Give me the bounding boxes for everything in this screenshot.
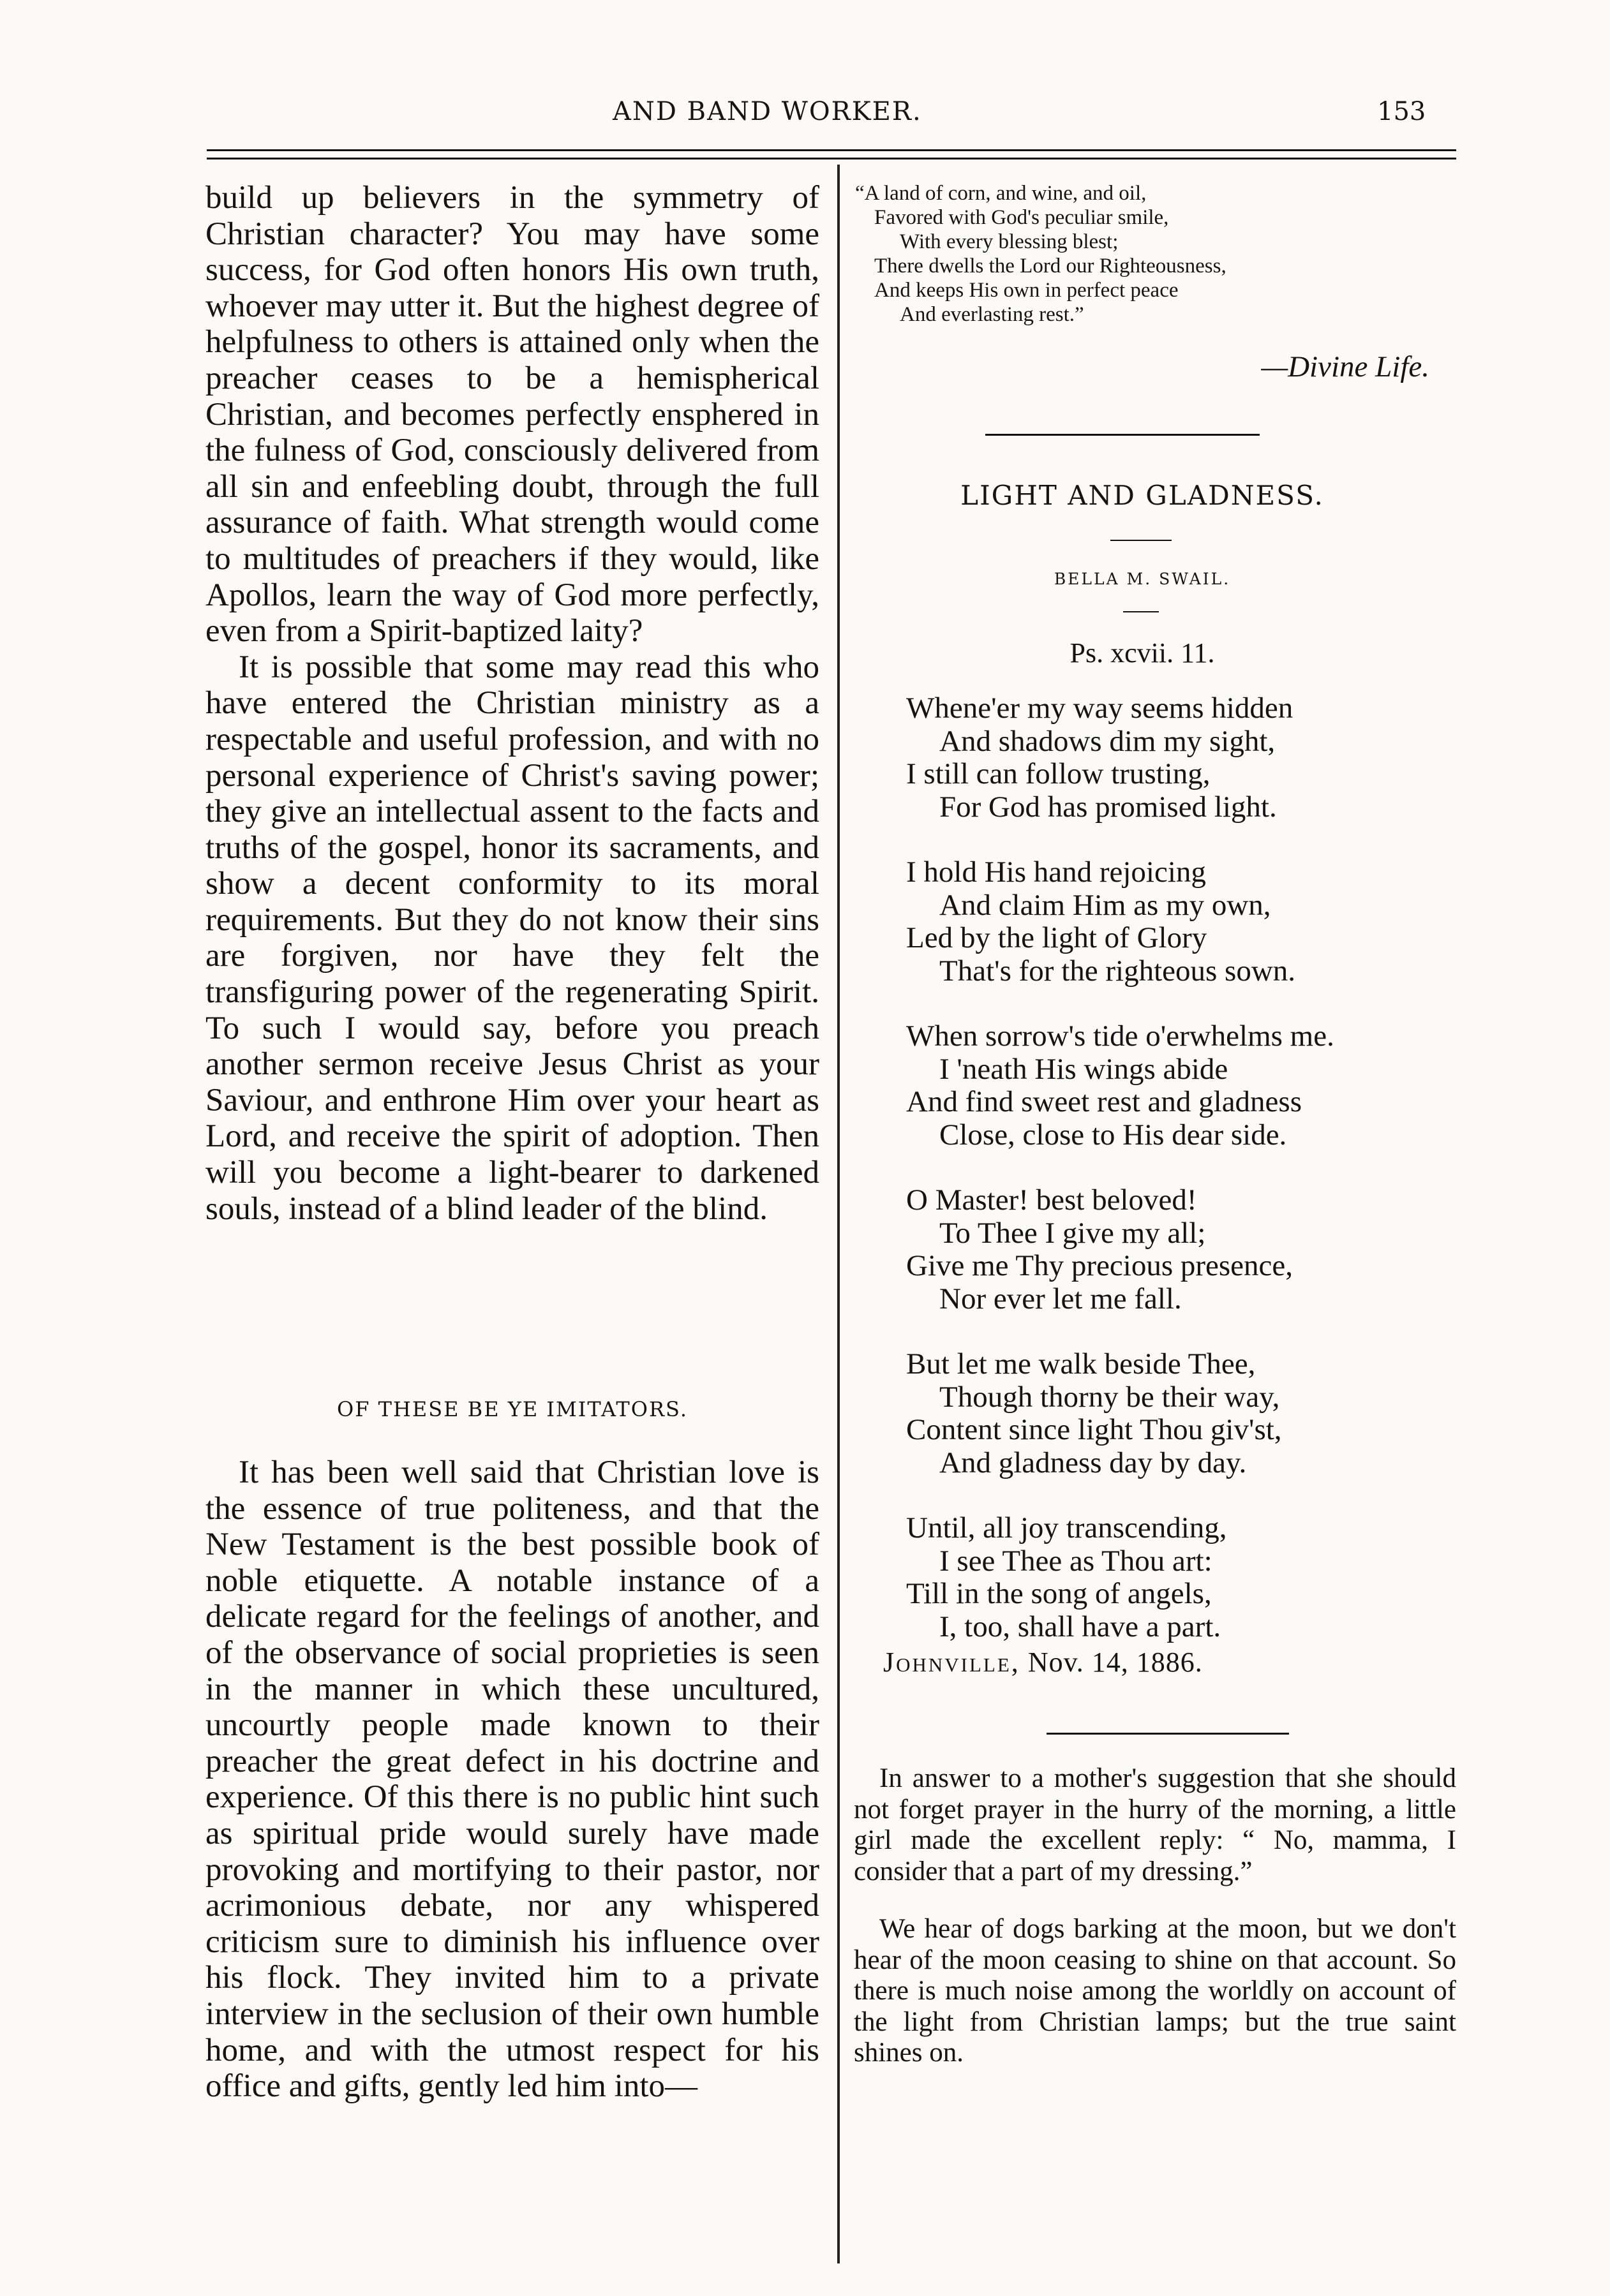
section-rule	[985, 434, 1260, 436]
verse-quote	[855, 181, 1455, 327]
quote-line: “A land of corn, and wine, and oil,	[855, 182, 1147, 205]
poem-line: And shadows dim my sight,	[939, 724, 1276, 758]
column-divider	[837, 165, 840, 2263]
right-column-anecdotes	[854, 1763, 1456, 2096]
poem-line: I 'neath His wings abide	[939, 1052, 1228, 1086]
poem-line: Led by the light of Glory	[906, 921, 1207, 954]
poem-line: Nor ever let me fall.	[939, 1282, 1182, 1315]
poem-author: BELLA M. SWAIL.	[1054, 570, 1231, 588]
quote-attribution: —Divine Life.	[1261, 350, 1429, 383]
poem-stanza	[906, 1348, 1455, 1479]
poem-dateline	[883, 1646, 1483, 1678]
paragraph: It has been well said that Christian love is the essence of true politeness, and that the New Testament is the best possible book of noble etiquette. A notable instance of a delicate regard for the feelings of another, and of the observance of social proprieties is seen in the manner in which these uncultured, uncourtly people made known to their preacher the great defect in his doctrine and experience. Of this there is no public hint such as spiritual pride would surely have made provoking and mortifying to their pastor, nor acrimonious debate, nor any whispered criticism sure to diminish his influence over his flock. They invited him to a private interview in the seclusion of their own humble home, and with the utmost respect for his office and gifts, gently led him into—	[205, 1455, 819, 2105]
quote-line: Favored with God's peculiar smile,	[874, 206, 1169, 229]
poem-line: And gladness day by day.	[939, 1446, 1247, 1479]
poem-line: Until, all joy transcending,	[906, 1511, 1227, 1544]
poem-line: I see Thee as Thou art:	[939, 1544, 1212, 1578]
poem-line: I, too, shall have a part.	[939, 1610, 1221, 1643]
poem-stanza	[906, 856, 1455, 988]
poem-body	[906, 692, 1455, 1676]
poem-line: Whene'er my way seems hidden	[906, 692, 1293, 725]
left-column-section-text	[205, 1455, 819, 2105]
poem-stanza	[906, 1020, 1455, 1152]
section-heading: OF THESE BE YE IMITATORS.	[337, 1397, 688, 1421]
poem-line: Till in the song of angels,	[906, 1577, 1212, 1610]
page-number: 153	[1377, 97, 1426, 126]
poem-stanza	[906, 1184, 1455, 1315]
running-header: AND BAND WORKER.	[613, 97, 922, 126]
poem-line: Close, close to His dear side.	[939, 1118, 1287, 1152]
poem-title: LIGHT AND GLADNESS.	[960, 480, 1324, 511]
title-rule	[1110, 540, 1172, 541]
poem-line: And find sweet rest and gladness	[906, 1085, 1302, 1118]
poem-line: O Master! best beloved!	[906, 1183, 1197, 1217]
poem-line: To Thee I give my all;	[939, 1216, 1206, 1250]
poem-line: And claim Him as my own,	[939, 888, 1271, 922]
poem-line: For God has promised light.	[939, 790, 1277, 824]
poem-scripture-reference: Ps. xcvii. 11.	[1070, 637, 1215, 669]
paragraph: build up believers in the symmetry of Christian character? You may have some success, for God often honors His own truth, whoever may utter it. But the highest degree of helpfulness to others is attained only when the preacher ceases to be a hemispherical Christian, and becomes perfectly ensphered in the fulness of God, consciously delivered from all sin and enfeebling doubt, through the full assurance of faith. What strength would come to multitudes of preachers if they would, like Apollos, learn the way of God more perfectly, even from a Spirit-baptized laity?	[205, 180, 819, 649]
left-column-text	[205, 180, 819, 1227]
poem-line: When sorrow's tide o'erwhelms me.	[906, 1019, 1334, 1053]
poem-line: Give me Thy precious presence,	[906, 1249, 1293, 1282]
author-rule	[1123, 611, 1159, 612]
poem-line: But let me walk beside Thee,	[906, 1347, 1256, 1381]
quote-line: And keeps His own in perfect peace	[874, 279, 1179, 302]
poem-line: Though thorny be their way,	[939, 1380, 1280, 1414]
poem-line: Content since light Thou giv'st,	[906, 1413, 1282, 1446]
quote-line: And everlasting rest.”	[900, 303, 1084, 326]
quote-line: There dwells the Lord our Righteousness,	[874, 255, 1226, 278]
header-rule	[207, 149, 1456, 159]
dateline-place: Johnville,	[883, 1647, 1020, 1678]
dateline-date: Nov. 14, 1886.	[1027, 1647, 1203, 1678]
paragraph: In answer to a mother's suggestion that she should not forget prayer in the hurry of the morning, a little girl made the excellent reply: “ No, mamma, I consider that a part of my dressing.”	[854, 1763, 1456, 1886]
poem-line: I hold His hand rejoicing	[906, 855, 1206, 889]
paragraph: It is possible that some may read this who have entered the Christian ministry as a respectable and useful profession, and with no personal experience of Christ's saving power; they give an intellectual assent to the facts and truths of the gospel, honor its sacraments, and show a decent conformity to its moral requirements. But they do not know their sins are forgiven, nor have they felt the transfiguring power of the regenerating Spirit. To such I would say, before you preach another sermon receive Jesus Christ as your Saviour, and enthrone Him over your heart as Lord, and receive the spirit of adoption. Then will you become a light-bearer to darkened souls, instead of a blind leader of the blind.	[205, 649, 819, 1227]
paragraph: We hear of dogs barking at the moon, but we don't hear of the moon ceasing to shine on that account. So there is much noise among the worldly on account of the light from Christian lamps; but the true saint shines on.	[854, 1914, 1456, 2068]
quote-line: With every blessing blest;	[900, 230, 1119, 253]
poem-line: That's for the righteous sown.	[939, 954, 1296, 988]
poem-line: I still can follow trusting,	[906, 757, 1211, 790]
poem-stanza	[906, 1512, 1455, 1643]
poem-stanza	[906, 692, 1455, 824]
section-rule	[1047, 1733, 1289, 1735]
